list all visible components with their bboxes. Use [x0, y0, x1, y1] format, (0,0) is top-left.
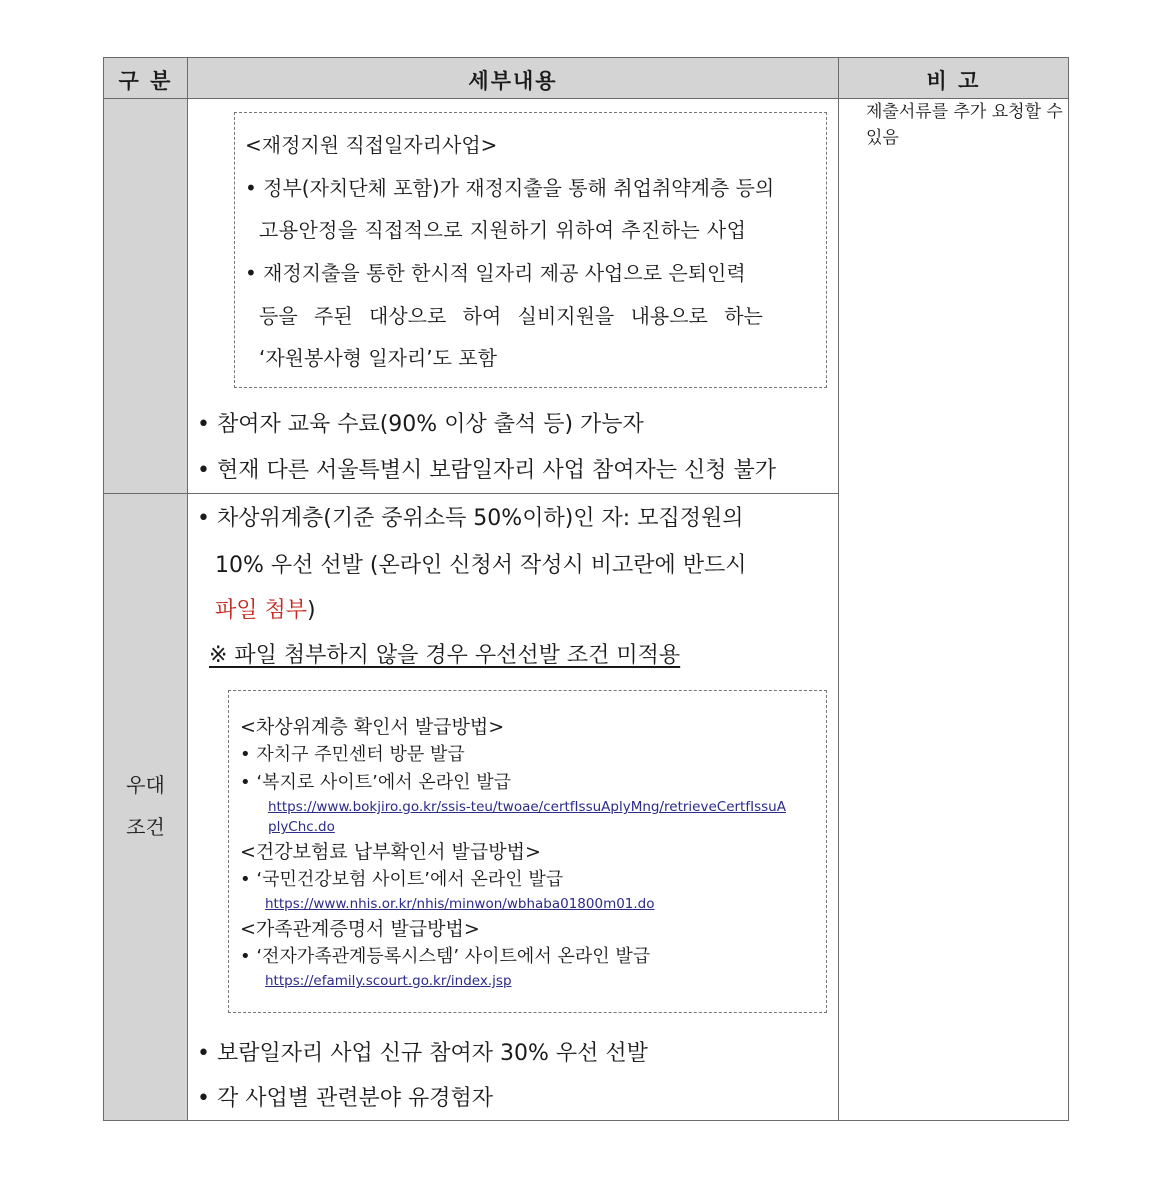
box-bullet-text: 등을 주된 대상으로 하여 실비지원을 내용으로 하는	[259, 304, 763, 328]
box-bullet-text: • ‘복지로 사이트’에서 온라인 발급	[240, 772, 511, 793]
header-cell-details	[188, 58, 838, 98]
box-title: <재정지원 직접일자리사업>	[245, 133, 498, 157]
header-cell-category	[104, 58, 187, 98]
header-remarks: 비 고	[926, 68, 981, 93]
header-details: 세부내용	[468, 68, 558, 93]
row-divider	[104, 493, 839, 494]
box-bullet-text: • 자치구 주민센터 방문 발급	[240, 744, 465, 765]
bokjiro-link[interactable]: plyChc.do	[268, 819, 335, 835]
header-cell-remarks	[839, 58, 1068, 98]
remarks-note: 제출서류를 추가 요청할 수 있음	[866, 102, 1063, 148]
file-attach-highlight: 파일 첨부	[215, 598, 308, 623]
header-category: 구 분	[118, 68, 173, 93]
category-cell-preference	[104, 494, 187, 1120]
box-title: <차상위계층 확인서 발급방법>	[240, 716, 505, 738]
box-bullet-text: • 정부(자치단체 포함)가 재정지출을 통해 취업취약계층 등의	[245, 176, 775, 200]
preference-bullet: • 각 사업별 관련분야 유경험자	[197, 1086, 493, 1111]
preference-text: • 차상위계층(기준 중위소득 50%이하)인 자: 모집정원의	[197, 506, 744, 531]
box-bullet-text: 고용안정을 직접적으로 지원하기 위하여 추진하는 사업	[259, 218, 747, 242]
column-divider	[838, 58, 839, 1120]
criteria-table	[103, 57, 1069, 1121]
warning-text: ※ 파일 첨부하지 않을 경우 우선선발 조건 미적용	[209, 643, 681, 668]
category-cell-blank	[104, 99, 187, 493]
box-title: <건강보험료 납부확인서 발급방법>	[240, 841, 541, 863]
box-title: <가족관계증명서 발급방법>	[240, 918, 480, 940]
box-bullet-text: • ‘국민건강보험 사이트’에서 온라인 발급	[240, 869, 564, 890]
preference-text	[215, 593, 316, 624]
preference-bullet: • 보람일자리 사업 신규 참여자 30% 우선 선발	[197, 1041, 648, 1066]
box-bullet-text: • 재정지출을 통한 한시적 일자리 제공 사업으로 은퇴인력	[245, 261, 746, 285]
eligibility-bullet: • 참여자 교육 수료(90% 이상 출석 등) 가능자	[197, 412, 644, 437]
box-bullet-text: ‘자원봉사형 일자리’도 포함	[259, 346, 497, 370]
efamily-link[interactable]: https://efamily.scourt.go.kr/index.jsp	[265, 973, 512, 989]
category-label-preference-1: 우대	[126, 773, 165, 797]
bokjiro-link[interactable]: https://www.bokjiro.go.kr/ssis-teu/twoae/certfIssuAplyMng/retrieveCertfIssuA	[268, 799, 786, 815]
box-bullet-text: • ‘전자가족관계등록시스템’ 사이트에서 온라인 발급	[240, 946, 651, 967]
nhis-link[interactable]: https://www.nhis.or.kr/nhis/minwon/wbhaba01800m01.do	[265, 896, 655, 912]
preference-text: 10% 우선 선발 (온라인 신청서 작성시 비고란에 반드시	[215, 553, 747, 578]
eligibility-bullet: • 현재 다른 서울특별시 보람일자리 사업 참여자는 신청 불가	[197, 458, 776, 483]
category-label-preference-2: 조건	[126, 815, 165, 839]
column-divider	[187, 58, 188, 1120]
preference-text-end: )	[307, 598, 316, 623]
